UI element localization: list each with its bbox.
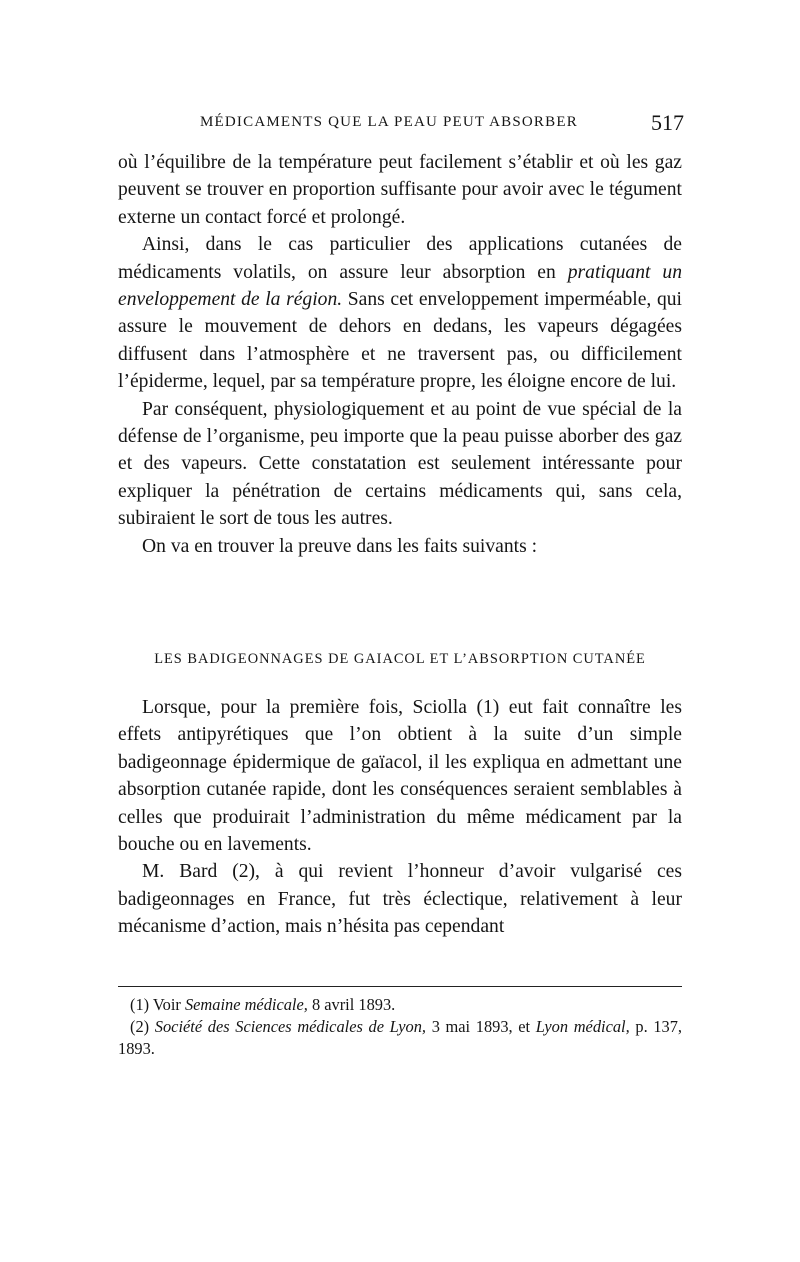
paragraph-text: Sans cet enveloppement imperméable, qui assure le mouvement de dehors en dedans, les vapeurs dégagées diffusent dans l’atmosphère et ne traversent pas, ou difficilement l’épiderme, lequel, par sa température propre, les éloigne encore de lui.	[118, 289, 682, 393]
running-title: MÉDICAMENTS QUE LA PEAU PEUT ABSORBER	[200, 114, 578, 130]
paragraph: Par conséquent, physiologiquement et au point de vue spécial de la défense de l’organisme, peu importe que la peau puisse aborber des gaz et des vapeurs. Cette constatation est seulement intéressante pour expliquer la pénétration de certains médicaments qui, sans cela, subiraient le sort de tous les autres.	[118, 398, 682, 530]
footnote	[118, 1016, 682, 1060]
footnote-marker: (2)	[130, 1017, 150, 1036]
paragraph: où l’équilibre de la température peut facilement s’établir et où les gaz peuvent se trouver en proportion suffisante pour avoir avec le tégument externe un contact forcé et prolongé.	[118, 152, 682, 228]
paragraph: On va en trouver la preuve dans les faits suivants :	[142, 535, 538, 557]
running-head	[200, 110, 684, 135]
body-text-upper	[118, 149, 682, 560]
page-number: 517	[651, 110, 684, 135]
footnote-text: 8 avril 1893.	[311, 995, 396, 1014]
paragraph: Lorsque, pour la première fois, Sciolla (1) eut fait connaître les effets antipyrétiques que l’on obtient à la suite d’un simple badigeonnage épidermique de gaïacol, il les expliqua en admettant une absorption cutanée rapide, dont les conséquences seraient semblables à celles que produirait l’administration du même médicament par la bouche ou en lavements.	[118, 697, 682, 856]
footnote-text: 3 mai 1893, et	[431, 1017, 531, 1036]
footnote-rule	[118, 986, 682, 987]
footnote-italic: Société des Sciences médicales de Lyon,	[154, 1017, 427, 1036]
footnote-marker: (1) Voir	[130, 995, 181, 1014]
footnote-italic: Semaine médicale,	[184, 995, 308, 1014]
paragraph: M. Bard (2), à qui revient l’honneur d’avoir vulgarisé ces badigeonnages en France, fut très éclectique, relativement à leur mécanisme d’action, mais n’hésita pas cependant	[118, 861, 682, 938]
italic-phrase: pratiquant un enveloppement de la région.	[118, 261, 682, 311]
paragraph	[118, 231, 682, 395]
footnote-italic: Lyon médical,	[535, 1017, 630, 1036]
footnotes	[118, 994, 682, 1060]
paragraph-text: Ainsi, dans le cas particulier des applications cutanées de médicaments volatils, on assure leur absorption en	[118, 234, 682, 283]
footnote	[118, 994, 682, 1016]
footnote-text: p. 137, 1893.	[118, 1017, 683, 1058]
body-text-lower	[118, 694, 682, 941]
section-heading: LES BADIGEONNAGES DE GAIACOL ET L’ABSORPTION CUTANÉE	[154, 651, 646, 667]
